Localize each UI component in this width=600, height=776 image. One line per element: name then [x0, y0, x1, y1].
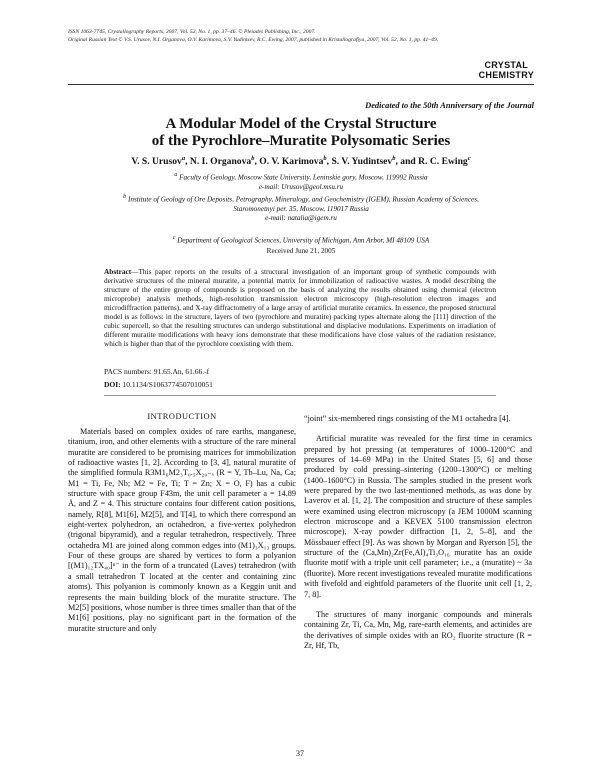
author: O. V. Karimova — [259, 156, 324, 168]
author-sup: b — [251, 155, 255, 162]
author: S. V. Yudintsev — [331, 156, 393, 168]
received-date: Received June 21, 2005 — [266, 247, 336, 255]
abstract-text: —This paper reports on the results of a structural investigation of an important group of synthetic compounds with derivative structures of the mineral muratite, a potential matrix for immobilization of radioactive wastes. A model describing the structure of the entire group of compounds is proposed on the basis of analyzing the results obtained using chemical (electron microprobe) analysis methods, high-resolution transmission electron microscopy (high-resolution electron images and microdiffraction patterns), and X-ray diffractometry of a large array of artificial muratite ceramics. In essence, the proposed structural model is as follows: in the structure, layers of two (pyrochlore and muratite) packing types alternate along the [111] direction of the cubic supercell, so that the resulting structures can undergo substitutional and displacive modulations. Experiments on irradiation of different muratite modifications with heavy ions demonstrate that these modifications have close values of the radiation resistance, which is higher than that of the pyrochlore coexisting with them. — [104, 267, 496, 349]
header-line-1: ISSN 1063-7745, Crystallography Reports, 2007, Vol. 52, No. 1, pp. 37–46. © Pleiades Publishing, Inc., 2007. — [68, 29, 316, 35]
abstract-rule — [104, 395, 496, 396]
title-line-1: A Modular Model of the Crystal Structure — [165, 116, 437, 132]
section-label-line-1: CRYSTAL — [484, 60, 529, 70]
paragraph: Materials based on complex oxides of rare earths, manganese, titanium, iron, and other elements with a structure of the rare mineral muratite are considered to be promising matrices for immobilization of radioactive wastes [1, 2]. According to [3, 4], natural muratite of the simplified formula R3M1₆M2₃T₀.₅X₂₀₋ₓ (R = Y, Tb–Lu, Na, Ca; M1 = Ti, Fe, Nb; M2 = Fe, Ti; T = Zn; X = O, F) has a cubic structure with space group F4̄3m, the unit cell parameter a = 14.89 Å, and Z = 4. This structure contains four different cation positions, namely, R[8], M1[6], M2[5], and T[4], to which there correspond an eight-vertex polyhedron, an octahedron, a five-vertex polyhedron (trigonal bipyramid), and a regular tetrahedron, respectively. Three octahedra M1 are joined along common edges into (M1)₃X₁₃ groups. Four of these groups are shared by vertices to form a polyanion [(M1)₁₂TX₄₀]ⁿ⁻ in the form of a truncated (Laves) tetrahedron (with a small tetrahedron T located at the center and containing zinc atoms). This polyanion is commonly known as a Keggin unit and represents the main building block of the muratite structure. The M2[5] positions, whose number is three times smaller than that of the M1[6] positions, play no significant part in the formation of the muratite structure and only — [68, 427, 296, 633]
paragraph: The structures of many inorganic compounds and minerals containing Zr, Ti, Ca, Mn, Mg, rare-earth elements, and actinides are the derivatives of simple oxides with an RO₂ fluorite structure (R = Zr, Hf, Tb, — [304, 609, 532, 650]
author-sup: b — [392, 155, 396, 162]
top-rule — [68, 84, 534, 85]
author: N. I. Organova — [189, 156, 252, 168]
author: R. C. Ewing — [418, 156, 468, 168]
affiliation-b — [68, 193, 534, 223]
affiliation-sup: b — [123, 194, 127, 200]
abstract — [104, 267, 496, 348]
doi — [104, 380, 213, 389]
paragraph: Artificial muratite was revealed for the first time in ceramics prepared by hot pressing (at temperatures of 1000–1200°C and pressures of 14–69 MPa) in the United States [5, 6] and those produced by cold pressing–sintering (1200–1300°C) or melting (1400–1600°C) in Russia. The samples studied in the present work were prepared by the two last-mentioned methods, as was done by Laverov et al. [1, 2]. The composition and structure of these samples were examined using electron microscopy (a JEM 1000M scanning electron microscope and a KEVEX 5100 transmission electron microscope), X-ray powder diffraction [1, 2, 5–8], and the Mössbauer effect [9]. As was shown by Morgan and Ryerson [5], the structure of the (Ca,Mn)₂Zr(Fe,Al)₄Ti₃O₁₆ muratite has an oxide fluorite motif with a triple unit cell parameter; i.e., a (muratite) ~ 3a (fluorite). More recent investigations revealed muratite modifications with fivefold and eightfold parameters of the fluorite unit cell [1, 2, 7, 8]. — [304, 434, 532, 599]
paragraph: “joint” six-membered rings consisting of the M1 octahedra [4]. — [304, 414, 511, 423]
affiliation-email: e-mail: Urusov@geol.msu.ru — [258, 182, 344, 191]
affiliation-sup: c — [172, 235, 176, 241]
section-label-line-2: CHEMISTRY — [478, 70, 534, 80]
dedication: Dedicated to the 50th Anniversary of the Journal — [365, 101, 534, 110]
title-line-2: of the Pyrochlore–Muratite Polysomatic Series — [151, 133, 451, 149]
author-list: V. S. Urusov$^a$, N. I. Organova$^b$, O. V. Karimova$^b$, S. V. Yudintsev$^b$, and R. C. Ewing$^c$ — [131, 155, 471, 168]
journal-section-label — [479, 60, 534, 80]
affiliation-a — [68, 171, 534, 192]
affiliation-text-2: Staromonetnyi per. 35, Moscow, 119017 Russia — [233, 204, 369, 213]
affiliation-text: Department of Geological Sciences, University of Michigan, Ann Arbor, MI 48109 USA — [177, 236, 430, 245]
abstract-label: Abstract — [104, 267, 132, 276]
journal-header — [68, 28, 438, 44]
doi-label: DOI: — [104, 380, 121, 389]
author-sup: b — [323, 155, 327, 162]
author: V. S. Urusov — [131, 156, 182, 168]
paper-title — [68, 116, 534, 150]
right-column — [304, 414, 532, 651]
left-column — [68, 427, 296, 634]
section-heading: INTRODUCTION — [147, 412, 217, 421]
pacs-numbers: PACS numbers: 91.65.An, 61.66.-f — [104, 367, 210, 376]
page-number: 37 — [296, 749, 304, 758]
author-sup: a — [181, 155, 186, 162]
doi-value: 10.1134/S1063774507010051 — [122, 380, 213, 389]
affiliation-email: e-mail: natalia@igem.ru — [265, 213, 337, 222]
affiliation-text: Faculty of Geology, Moscow State University, Leninskie gory, Moscow, 119992 Russia — [179, 173, 428, 182]
affiliation-sup: a — [174, 172, 178, 178]
author-sup: c — [467, 155, 471, 162]
header-line-2: Original Russian Text © V.S. Urusov, N.I. Organova, O.V. Karimova, S.V. Yudintsev, R.C. Ewing, 2007, published in Kristallografiya, 2007, Vol. 52, No. 1, pp. 41–49. — [68, 37, 439, 43]
affiliation-text: Institute of Geology of Ore Deposits, Petrography, Mineralogy, and Geochemistry (IGEM), Russian Academy of Sciences, — [127, 195, 479, 204]
affiliation-c — [68, 234, 534, 246]
